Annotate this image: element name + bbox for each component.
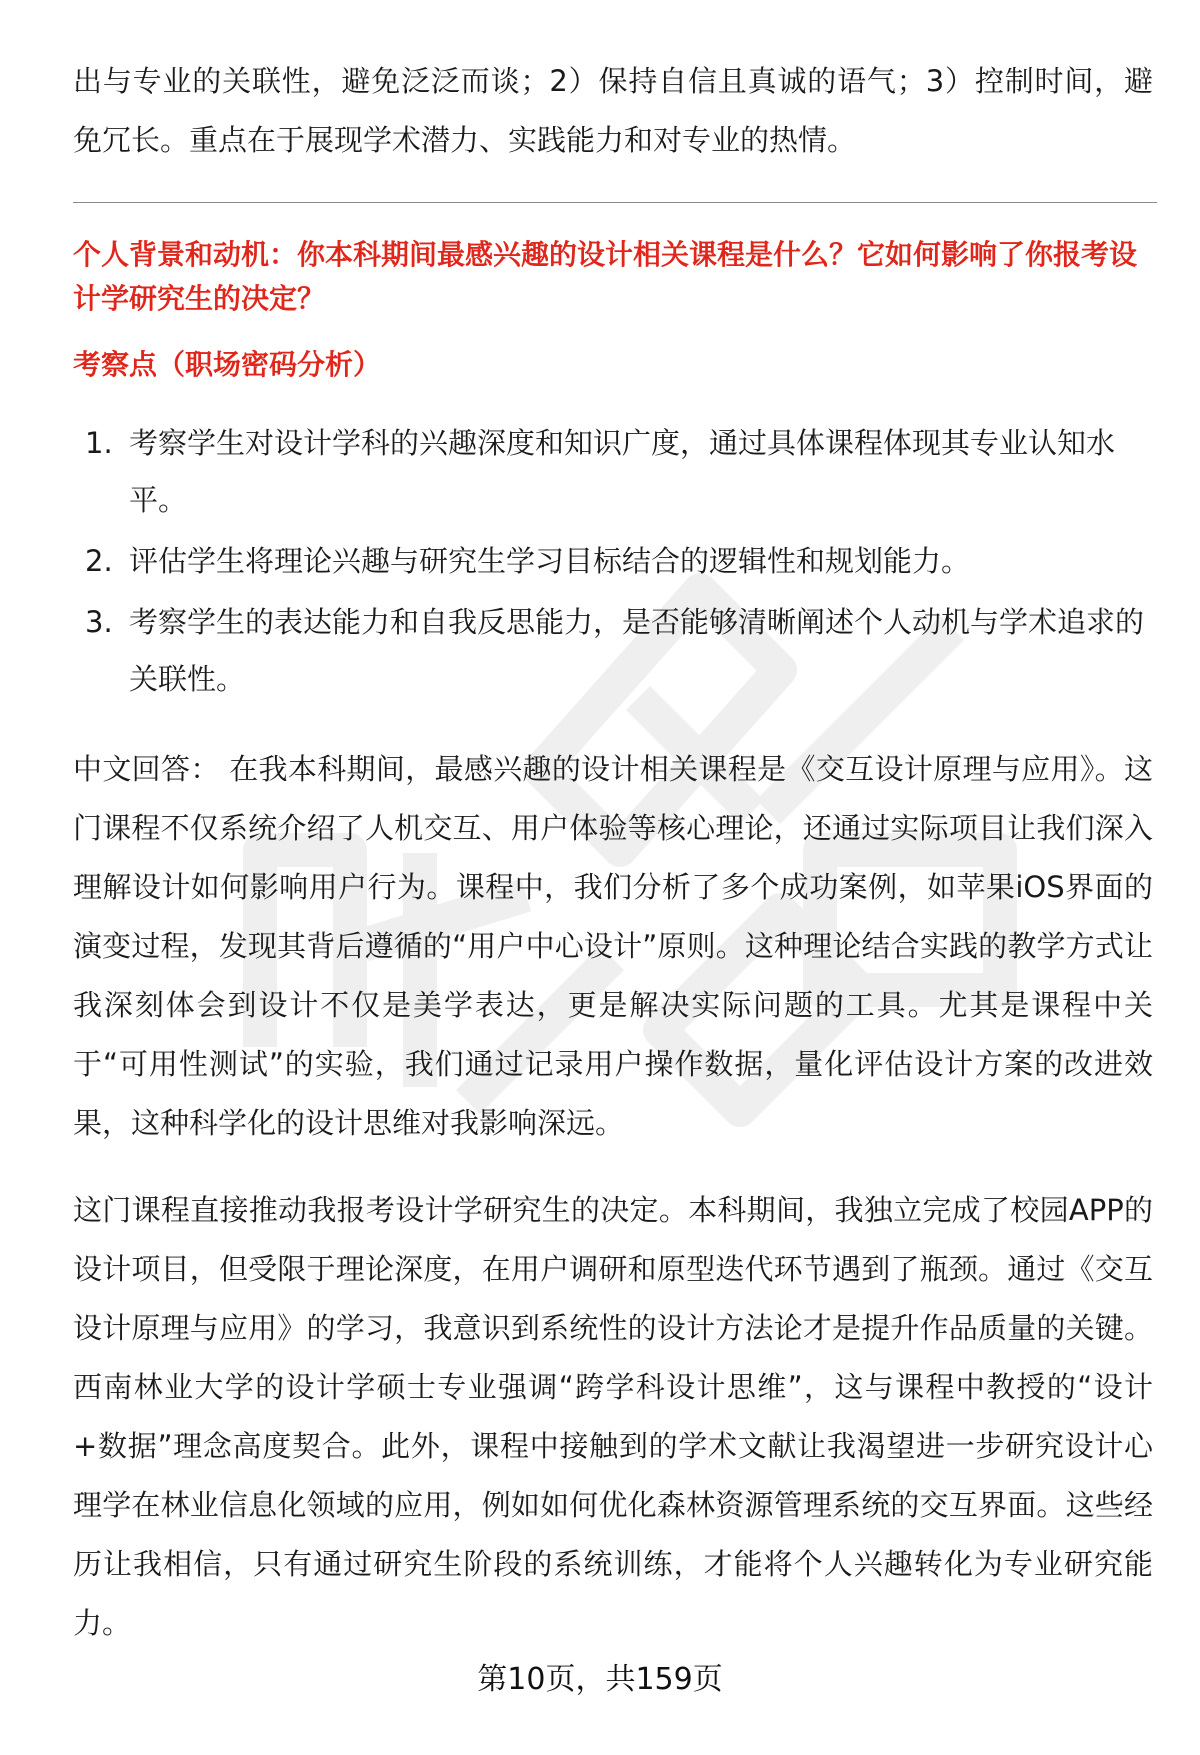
list-item xyxy=(73,594,1153,708)
list-item-number: 1. xyxy=(85,426,113,460)
assessment-points-list xyxy=(73,415,1153,708)
page-number-footer: 第10页，共159页 xyxy=(477,1662,723,1697)
list-item-text: 考察学生对设计学科的兴趣深度和知识广度，通过具体课程体现其专业认知水平。 xyxy=(129,426,1116,517)
section-divider xyxy=(73,202,1157,203)
list-item-number: 3. xyxy=(85,605,113,639)
answer-paragraph-2: 这门课程直接推动我报考设计学研究生的决定。本科期间，我独立完成了校园APP的设计项目，但受限于理论深度，在用户调研和原型迭代环节遇到了瓶颈。通过《交互设计原理与应用》的学习，我意识到系统性的设计方法论才是提升作品质量的关键。西南林业大学的设计学硕士专业强调“跨学科设计思维”，这与课程中教授的“设计+数据”理念高度契合。此外，课程中接触到的学术文献让我渴望进一步研究设计心理学在林业信息化领域的应用，例如如何优化森林资源管理系统的交互界面。这些经历让我相信，只有通过研究生阶段的系统训练，才能将个人兴趣转化为专业研究能力。 xyxy=(73,1193,1153,1640)
list-item-number: 2. xyxy=(85,544,113,578)
intro-paragraph: 出与专业的关联性，避免泛泛而谈；2）保持自信且真诚的语气；3）控制时间，避免冗长。重点在于展现学术潜力、实践能力和对专业的热情。 xyxy=(73,64,1153,157)
list-item xyxy=(73,533,1153,590)
main-content xyxy=(73,52,1153,1653)
answer-paragraph-1: 中文回答： 在我本科期间，最感兴趣的设计相关课程是《交互设计原理与应用》。这门课程不仅系统介绍了人机交互、用户体验等核心理论，还通过实际项目让我们深入理解设计如何影响用户行为。课程中，我们分析了多个成功案例，如苹果iOS界面的演变过程，发现其背后遵循的“用户中心设计”原则。这种理论结合实践的教学方式让我深刻体会到设计不仅是美学表达，更是解决实际问题的工具。尤其是课程中关于“可用性测试”的实验，我们通过记录用户操作数据，量化评估设计方案的改进效果，这种科学化的设计思维对我影响深远。 xyxy=(73,752,1153,1140)
assessment-label: 考察点（职场密码分析） xyxy=(73,348,382,381)
question-heading: 个人背景和动机：你本科期间最感兴趣的设计相关课程是什么？它如何影响了你报考设计学研究生的决定？ xyxy=(73,238,1138,315)
list-item-text: 考察学生的表达能力和自我反思能力，是否能够清晰阐述个人动机与学术追求的关联性。 xyxy=(129,605,1145,696)
list-item xyxy=(73,415,1153,529)
list-item-text: 评估学生将理论兴趣与研究生学习目标结合的逻辑性和规划能力。 xyxy=(129,544,971,578)
